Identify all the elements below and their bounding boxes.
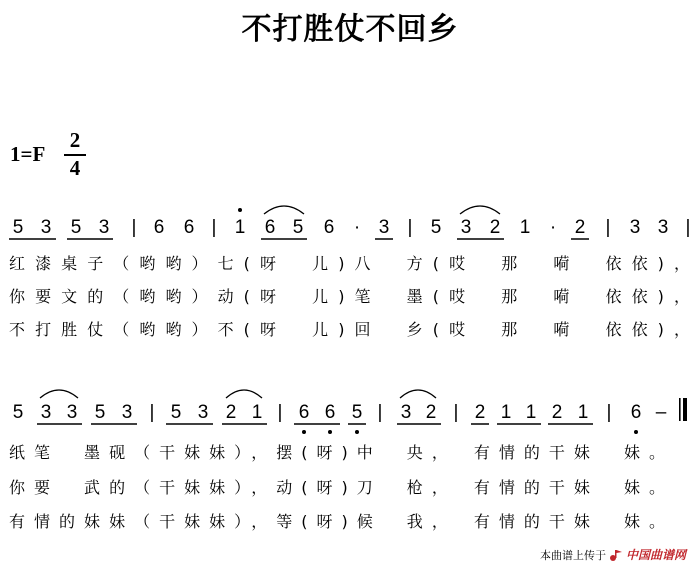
svg-text:6: 6 (323, 217, 335, 238)
svg-text:1: 1 (525, 402, 537, 423)
svg-text:5: 5 (12, 217, 24, 238)
lyric-line-1-3: 不打胜仗（哟哟）不(呀 儿)回 乡(哎 那 嗬 依依)， (9, 320, 690, 339)
low-octave-dots (302, 430, 638, 434)
svg-text:5: 5 (292, 217, 304, 238)
octave-dot (238, 208, 242, 212)
svg-text:1: 1 (234, 217, 246, 238)
song-title: 不打胜仗不回乡 (241, 12, 459, 47)
svg-text:3: 3 (378, 217, 390, 238)
svg-text:3: 3 (40, 217, 52, 238)
time-signature-top: 2 (69, 128, 81, 152)
svg-text:|: | (407, 217, 413, 238)
svg-text:5: 5 (12, 402, 24, 423)
footer-text: 本曲谱上传于 (539, 548, 606, 562)
svg-text:·: · (549, 217, 557, 238)
svg-text:3: 3 (40, 402, 52, 423)
svg-text:1: 1 (500, 402, 512, 423)
svg-text:2: 2 (551, 402, 563, 423)
svg-text:5: 5 (351, 402, 363, 423)
lyric-line-2-2: 你要 武的（干妹妹），动(呀)刀 枪， 有情的干妹 妹。 (9, 478, 666, 497)
svg-text:6: 6 (183, 217, 195, 238)
svg-text:6: 6 (630, 402, 642, 423)
lyric-line-1-1: 红漆桌子（哟哟）七(呀 儿)八 方(哎 那 嗬 依依)， (9, 254, 690, 273)
svg-text:·: · (353, 217, 361, 238)
footer (540, 546, 686, 563)
svg-text:3: 3 (400, 402, 412, 423)
svg-text:1: 1 (519, 217, 531, 238)
svg-text:6: 6 (153, 217, 165, 238)
slur (264, 206, 304, 214)
lyric-line-2-1: 纸笔 墨砚（干妹妹），摆(呀)中 央， 有情的干妹 妹。 (9, 443, 666, 462)
notes-row-1 (13, 217, 691, 238)
notes-row-2 (13, 402, 667, 423)
svg-text:2: 2 (489, 217, 501, 238)
svg-text:3: 3 (121, 402, 133, 423)
final-barline (679, 398, 687, 421)
svg-text:3: 3 (629, 217, 641, 238)
svg-text:3: 3 (197, 402, 209, 423)
lyric-line-2-3: 有情的妹妹（干妹妹），等(呀)候 我， 有情的干妹 妹。 (9, 512, 666, 531)
svg-text:2: 2 (474, 402, 486, 423)
music-note-icon (609, 549, 623, 561)
key-signature: 1=F (10, 142, 46, 166)
watermark-logo[interactable]: 中国曲谱网 (625, 548, 686, 562)
svg-text:5: 5 (430, 217, 442, 238)
lyric-line-1-2: 你要文的（哟哟）动(呀 儿)笔 墨(哎 那 嗬 依依)， (9, 287, 690, 306)
svg-text:3: 3 (657, 217, 669, 238)
svg-text:3: 3 (98, 217, 110, 238)
svg-text:|: | (685, 217, 691, 238)
svg-text:2: 2 (425, 402, 437, 423)
svg-text:1: 1 (251, 402, 263, 423)
svg-text:5: 5 (170, 402, 182, 423)
svg-text:|: | (131, 217, 137, 238)
time-signature-bottom: 4 (69, 156, 81, 180)
svg-text:5: 5 (94, 402, 106, 423)
svg-text:|: | (605, 217, 611, 238)
svg-text:6: 6 (324, 402, 336, 423)
slurs-row-2 (40, 390, 436, 398)
svg-text:6: 6 (298, 402, 310, 423)
svg-text:1: 1 (577, 402, 589, 423)
svg-text:|: | (277, 402, 283, 423)
svg-text:2: 2 (225, 402, 237, 423)
svg-text:|: | (606, 402, 612, 423)
svg-text:3: 3 (460, 217, 472, 238)
svg-text:–: – (655, 402, 667, 423)
svg-text:|: | (149, 402, 155, 423)
svg-text:2: 2 (574, 217, 586, 238)
svg-text:5: 5 (70, 217, 82, 238)
svg-text:|: | (453, 402, 459, 423)
svg-text:6: 6 (264, 217, 276, 238)
svg-text:3: 3 (66, 402, 78, 423)
svg-text:|: | (211, 217, 217, 238)
slur (460, 206, 500, 214)
svg-text:|: | (377, 402, 383, 423)
